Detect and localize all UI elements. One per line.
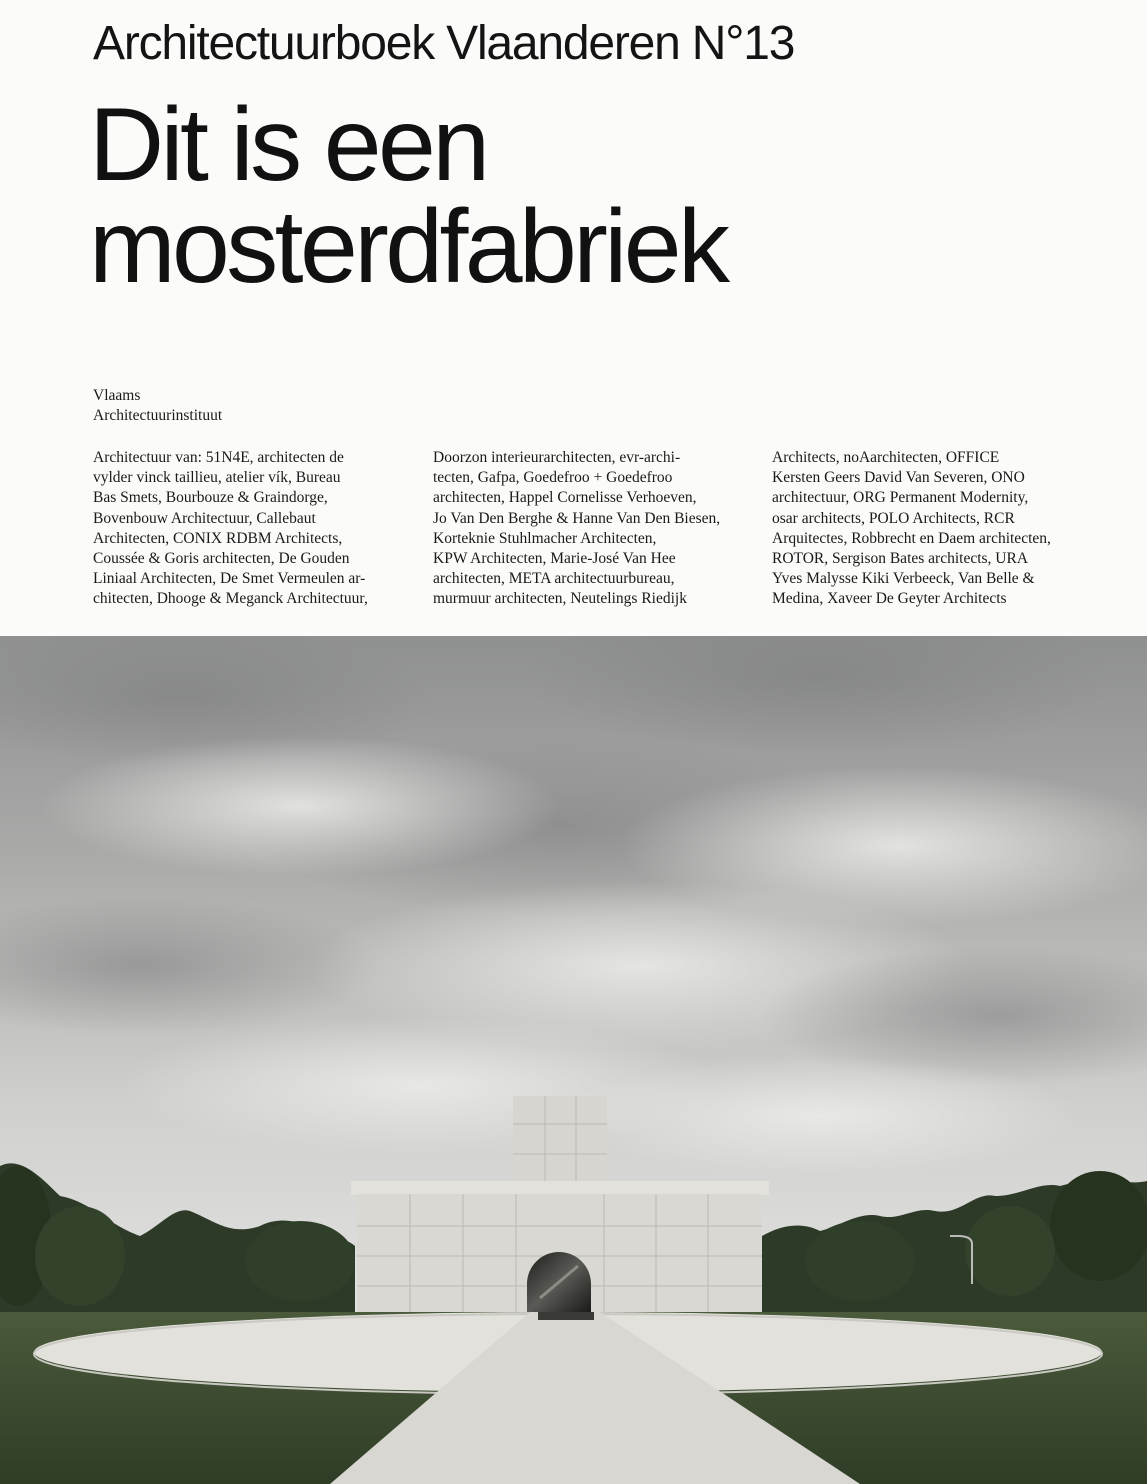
contributors-line: osar architects, POLO Architects, RCR [772,509,1015,527]
contributors-line: murmuur architecten, Neutelings Riedijk [433,590,687,608]
contributors-line: KPW Architecten, Marie-José Van Hee [433,550,676,568]
contributors-column-1 [93,448,368,610]
cover-photo-illustration [0,636,1147,1484]
contributors-line: Coussée & Goris architecten, De Gouden [93,550,350,568]
building-cornice [351,1181,769,1195]
book-title [89,87,727,305]
contributors-line: chitecten, Dhooge & Meganck Architectuur, [93,590,368,608]
building-tower [513,1096,607,1194]
contributors-line: tecten, Gafpa, Goedefroo + Goedefroo [433,469,673,487]
contributors-line: architecten, META architectuurbureau, [433,570,675,588]
contributors-line: Bovenbouw Architectuur, Callebaut [93,509,316,527]
contributors-line: Jo Van Den Berghe & Hanne Van Den Biesen, [433,509,721,527]
contributors-line: Architecten, CONIX RDBM Architects, [93,529,343,547]
contributors-column-3 [772,448,1051,610]
contributors-column-2 [433,448,720,610]
series-title: Architectuurboek Vlaanderen N°13 [93,17,795,70]
contributors-line: ROTOR, Sergison Bates architects, URA [772,550,1029,568]
clouds [0,636,1147,1176]
book-title-line-2: mosterdfabriek [89,189,727,305]
contributors-line: Yves Malysse Kiki Verbeeck, Van Belle & [772,570,1035,588]
contributors-line: Doorzon interieurarchitecten, evr-archi- [433,449,681,466]
contributors-line: vylder vinck taillieu, atelier vík, Bureau [93,469,341,487]
contributors-line: Liniaal Architecten, De Smet Vermeulen ar- [93,570,366,588]
cover-photo [0,636,1147,1484]
publisher-line-1: Vlaams [93,387,141,404]
contributors-line: Architects, noAarchitecten, OFFICE [772,449,1000,466]
publisher [93,386,222,426]
contributors-line: Kersten Geers David Van Severen, ONO [772,469,1025,487]
contributors-line: architectuur, ORG Permanent Modernity, [772,489,1029,507]
contributors-line: Architectuur van: 51N4E, architecten de [93,449,344,466]
contributors-line: Medina, Xaveer De Geyter Architects [772,590,1007,608]
contributors-line: Arquitectes, Robbrecht en Daem architecten, [772,529,1051,547]
contributors-line: architecten, Happel Cornelisse Verhoeven, [433,489,697,507]
contributors-line: Bas Smets, Bourbouze & Graindorge, [93,489,328,507]
book-title-line-1: Dit is een [89,87,487,203]
publisher-line-2: Architectuurinstituut [93,407,223,424]
contributors-line: Korteknie Stuhlmacher Architecten, [433,529,657,547]
